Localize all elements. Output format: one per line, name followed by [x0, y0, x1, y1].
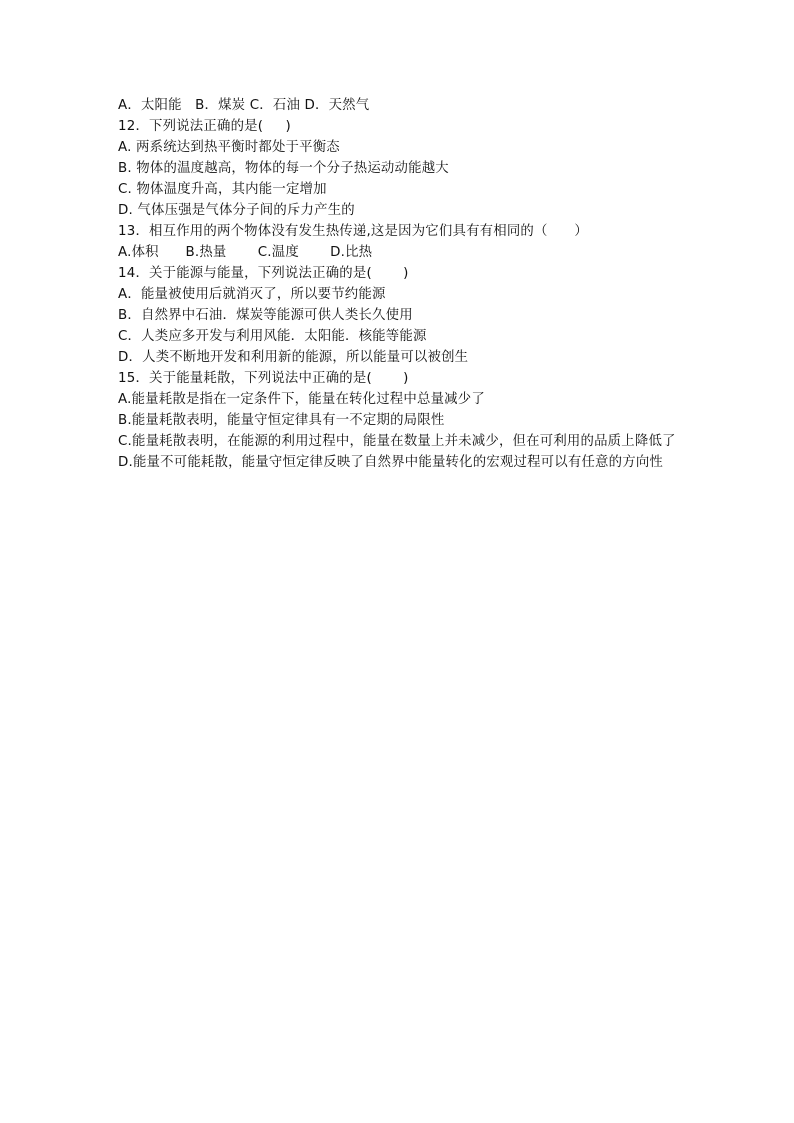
question-13-stem: 13．相互作用的两个物体没有发生热传递,这是因为它们具有有相同的（ ） [118, 224, 588, 239]
question-15-option-c: C.能量耗散表明，在能源的利用过程中，能量在数量上并未减少，但在可利用的品质上降低了 [118, 434, 676, 449]
question-12-stem: 12．下列说法正确的是( ) [118, 119, 291, 134]
question-12-option-b: B. 物体的温度越高，物体的每一个分子热运动动能越大 [118, 161, 449, 176]
question-11-options: A．太阳能 B．煤炭 C．石油 D．天然气 [118, 98, 370, 113]
question-15 [118, 368, 680, 473]
question-14-option-c: C．人类应多开发与利用风能．太阳能．核能等能源 [118, 329, 427, 344]
question-12-option-a: A. 两系统达到热平衡时都处于平衡态 [118, 140, 340, 155]
question-14-option-d: D．人类不断地开发和利用新的能源，所以能量可以被创生 [118, 350, 469, 365]
question-14-option-a: A．能量被使用后就消灭了，所以要节约能源 [118, 287, 386, 302]
question-14-option-b: B．自然界中石油．煤炭等能源可供人类长久使用 [118, 308, 413, 323]
question-15-option-d: D.能量不可能耗散，能量守恒定律反映了自然界中能量转化的宏观过程可以有任意的方向性 [118, 455, 663, 470]
question-14-stem: 14．关于能源与能量，下列说法正确的是( ) [118, 266, 409, 281]
document-page [118, 95, 680, 473]
question-15-option-b: B.能量耗散表明，能量守恒定律具有一不定期的局限性 [118, 413, 445, 428]
question-13 [118, 221, 680, 263]
question-13-options: A.体积 B.热量 C.温度 D.比热 [118, 245, 373, 260]
question-12-option-d: D. 气体压强是气体分子间的斥力产生的 [118, 203, 355, 218]
question-12 [118, 116, 680, 221]
question-15-stem: 15．关于能量耗散，下列说法中正确的是( ) [118, 371, 409, 386]
question-12-option-c: C. 物体温度升高，其内能一定增加 [118, 182, 327, 197]
question-11 [118, 95, 680, 116]
question-15-option-a: A.能量耗散是指在一定条件下，能量在转化过程中总量减少了 [118, 392, 485, 407]
question-14 [118, 263, 680, 368]
